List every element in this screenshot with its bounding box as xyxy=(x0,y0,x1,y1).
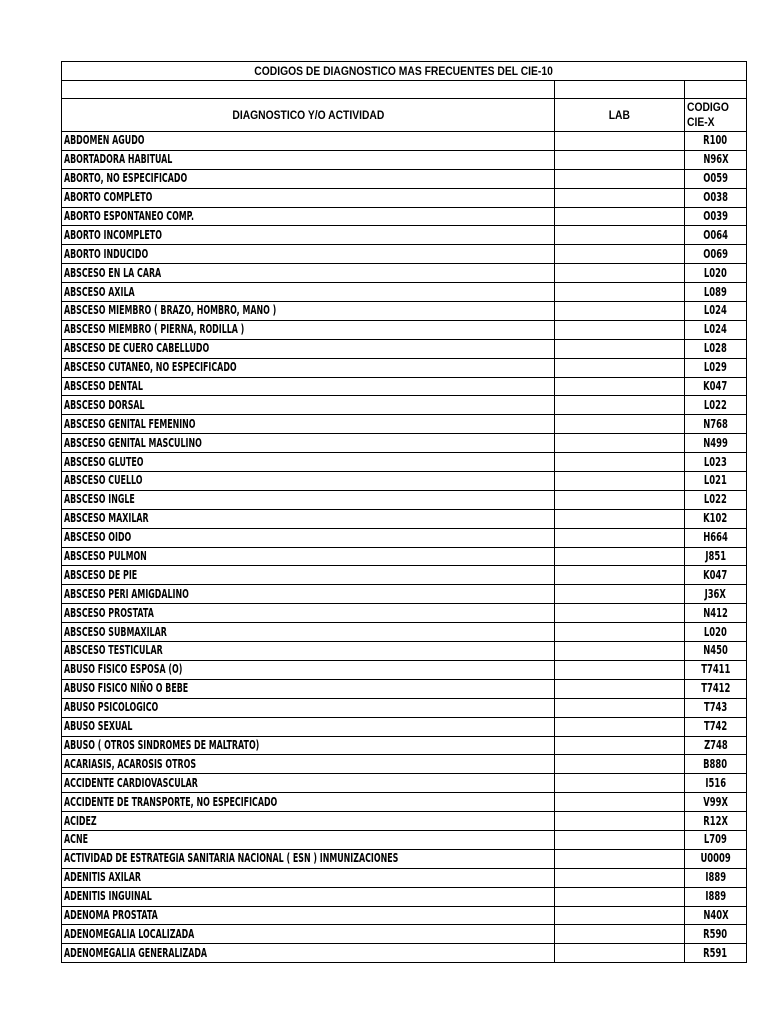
diagnosis-cell xyxy=(62,415,555,434)
diagnosis-cell xyxy=(62,396,555,415)
header-lab-cell xyxy=(555,99,685,132)
diagnosis-text: ABORTO COMPLETO xyxy=(64,190,153,205)
lab-cell xyxy=(555,623,685,642)
lab-cell xyxy=(555,642,685,661)
diagnosis-cell xyxy=(62,925,555,944)
diagnosis-text: ABORTO INDUCIDO xyxy=(64,246,149,261)
table-row xyxy=(62,188,747,207)
code-text: L709 xyxy=(704,832,727,847)
diagnosis-cell xyxy=(62,283,555,302)
diagnosis-text: ABSCESO PROSTATA xyxy=(64,605,154,620)
diagnosis-cell xyxy=(62,339,555,358)
diagnosis-cell xyxy=(62,320,555,339)
code-text: L021 xyxy=(704,473,727,488)
diagnosis-text: ABSCESO GLUTEO xyxy=(64,454,144,469)
code-text: R591 xyxy=(703,945,728,960)
table-row xyxy=(62,226,747,245)
code-text: I516 xyxy=(705,775,726,790)
code-text: O039 xyxy=(703,209,728,223)
diagnosis-cell xyxy=(62,944,555,963)
table-row xyxy=(62,944,747,963)
lab-cell xyxy=(555,264,685,283)
table-row xyxy=(62,528,747,547)
lab-cell xyxy=(555,453,685,472)
table-row xyxy=(62,812,747,831)
diagnosis-text: ABORTO INCOMPLETO xyxy=(64,227,162,242)
table-row xyxy=(62,547,747,566)
lab-cell xyxy=(555,585,685,604)
code-text: T742 xyxy=(703,719,728,734)
lab-cell xyxy=(555,339,685,358)
diagnosis-cell xyxy=(62,377,555,396)
diagnosis-text: ABSCESO OIDO xyxy=(64,530,132,545)
code-cell xyxy=(685,150,747,169)
diagnosis-text: ABUSO FISICO ESPOSA (O) xyxy=(64,662,183,677)
diagnosis-cell xyxy=(62,849,555,868)
lab-cell xyxy=(555,302,685,321)
table-row xyxy=(62,396,747,415)
diagnosis-cell xyxy=(62,812,555,831)
header-code-cell xyxy=(685,99,747,132)
table-row xyxy=(62,453,747,472)
lab-cell xyxy=(555,679,685,698)
diagnosis-text: ABSCESO DE CUERO CABELLUDO xyxy=(64,341,210,356)
code-text: O038 xyxy=(703,190,728,205)
code-text: K047 xyxy=(703,379,728,394)
code-text: N768 xyxy=(703,416,728,431)
diagnosis-cell xyxy=(62,755,555,774)
code-cell xyxy=(685,302,747,321)
diagnosis-text: ACIDEZ xyxy=(64,813,97,828)
diagnosis-text: ABSCESO DE PIE xyxy=(64,567,138,582)
table-row xyxy=(62,849,747,868)
lab-cell xyxy=(555,774,685,793)
table-row xyxy=(62,302,747,321)
diagnosis-text: ABUSO ( OTROS SINDROMES DE MALTRATO) xyxy=(64,737,260,752)
code-cell xyxy=(685,812,747,831)
table-row xyxy=(62,415,747,434)
table-row xyxy=(62,604,747,623)
code-cell xyxy=(685,264,747,283)
diagnosis-cell xyxy=(62,717,555,736)
code-text: N96X xyxy=(702,152,729,167)
code-text: I889 xyxy=(705,889,726,904)
code-cell xyxy=(685,339,747,358)
table-row xyxy=(62,339,747,358)
table-row xyxy=(62,132,747,151)
table-row xyxy=(62,755,747,774)
code-cell xyxy=(685,830,747,849)
code-text: L024 xyxy=(704,303,727,318)
diagnosis-cell xyxy=(62,736,555,755)
lab-cell xyxy=(555,358,685,377)
header-diagnosis: DIAGNOSTICO Y/O ACTIVIDAD xyxy=(232,108,384,122)
lab-cell xyxy=(555,320,685,339)
code-cell xyxy=(685,925,747,944)
diagnosis-cell xyxy=(62,566,555,585)
diagnosis-cell xyxy=(62,472,555,491)
code-cell xyxy=(685,623,747,642)
lab-cell xyxy=(555,944,685,963)
code-cell xyxy=(685,906,747,925)
diagnosis-text: ABSCESO PULMON xyxy=(64,549,147,564)
diagnosis-text: ACCIDENTE DE TRANSPORTE, NO ESPECIFICADO xyxy=(64,794,278,809)
lab-cell xyxy=(555,490,685,509)
table-row xyxy=(62,679,747,698)
lab-cell xyxy=(555,604,685,623)
code-text: N450 xyxy=(703,643,728,658)
code-cell xyxy=(685,736,747,755)
lab-cell xyxy=(555,150,685,169)
spacer-cell-diagnosis xyxy=(62,81,555,99)
code-cell xyxy=(685,283,747,302)
code-text: T7411 xyxy=(700,662,731,677)
table-row xyxy=(62,585,747,604)
diagnosis-text: ADENOMEGALIA LOCALIZADA xyxy=(64,926,195,941)
diagnosis-text: ADENITIS INGUINAL xyxy=(64,889,152,904)
diagnosis-cell xyxy=(62,642,555,661)
code-text: R12X xyxy=(703,813,728,828)
diagnosis-cell xyxy=(62,660,555,679)
lab-cell xyxy=(555,887,685,906)
diagnosis-cell xyxy=(62,358,555,377)
code-cell xyxy=(685,207,747,226)
diagnosis-cell xyxy=(62,774,555,793)
lab-cell xyxy=(555,396,685,415)
table-row xyxy=(62,774,747,793)
lab-cell xyxy=(555,830,685,849)
diagnosis-cell xyxy=(62,453,555,472)
code-cell xyxy=(685,453,747,472)
diagnosis-cell xyxy=(62,132,555,151)
diagnosis-text: ABSCESO MIEMBRO ( BRAZO, HOMBRO, MANO ) xyxy=(64,303,277,318)
diagnosis-cell xyxy=(62,302,555,321)
code-cell xyxy=(685,434,747,453)
header-code-line2: CIE-X xyxy=(687,115,715,129)
diagnosis-codes-table xyxy=(61,61,747,963)
diagnosis-cell xyxy=(62,623,555,642)
code-text: K102 xyxy=(703,511,728,526)
code-text: O059 xyxy=(703,171,728,186)
diagnosis-text: ADENITIS AXILAR xyxy=(64,870,141,885)
code-cell xyxy=(685,132,747,151)
code-cell xyxy=(685,509,747,528)
diagnosis-cell xyxy=(62,245,555,264)
lab-cell xyxy=(555,793,685,812)
code-cell xyxy=(685,642,747,661)
diagnosis-text: ACCIDENTE CARDIOVASCULAR xyxy=(64,775,198,790)
lab-cell xyxy=(555,226,685,245)
diagnosis-cell xyxy=(62,868,555,887)
table-row xyxy=(62,736,747,755)
code-cell xyxy=(685,566,747,585)
diagnosis-text: ABSCESO PERI AMIGDALINO xyxy=(64,586,189,601)
lab-cell xyxy=(555,698,685,717)
code-text: J36X xyxy=(704,586,727,601)
table-row xyxy=(62,377,747,396)
spacer-cell-code xyxy=(685,81,747,99)
lab-cell xyxy=(555,377,685,396)
table-row xyxy=(62,358,747,377)
code-cell xyxy=(685,415,747,434)
code-text: L029 xyxy=(704,360,727,375)
code-text: N412 xyxy=(703,605,728,620)
diagnosis-cell xyxy=(62,585,555,604)
diagnosis-text: ABSCESO TESTICULAR xyxy=(64,643,163,658)
table-row xyxy=(62,698,747,717)
diagnosis-cell xyxy=(62,698,555,717)
table-row xyxy=(62,264,747,283)
code-text: J851 xyxy=(705,549,726,564)
header-diagnosis-cell xyxy=(62,99,555,132)
table-row xyxy=(62,509,747,528)
code-cell xyxy=(685,679,747,698)
lab-cell xyxy=(555,132,685,151)
table-row xyxy=(62,472,747,491)
spacer-cell-lab xyxy=(555,81,685,99)
diagnosis-text: ABORTADORA HABITUAL xyxy=(64,152,173,167)
header-lab: LAB xyxy=(608,108,631,122)
diagnosis-cell xyxy=(62,169,555,188)
code-text: L024 xyxy=(704,322,727,337)
diagnosis-cell xyxy=(62,528,555,547)
code-text: L020 xyxy=(704,624,727,639)
diagnosis-text: ABORTO, NO ESPECIFICADO xyxy=(64,171,188,186)
code-cell xyxy=(685,396,747,415)
code-cell xyxy=(685,377,747,396)
diagnosis-text: ABSCESO GENITAL FEMENINO xyxy=(64,416,196,431)
code-cell xyxy=(685,604,747,623)
lab-cell xyxy=(555,245,685,264)
lab-cell xyxy=(555,660,685,679)
diagnosis-cell xyxy=(62,188,555,207)
lab-cell xyxy=(555,415,685,434)
code-text: L089 xyxy=(704,284,727,299)
code-text: O064 xyxy=(703,227,728,242)
code-cell xyxy=(685,169,747,188)
diagnosis-cell xyxy=(62,490,555,509)
table-row xyxy=(62,887,747,906)
table-title: CODIGOS DE DIAGNOSTICO MAS FRECUENTES DEL CIE-10 xyxy=(254,63,554,78)
diagnosis-cell xyxy=(62,887,555,906)
diagnosis-text: ABSCESO CUELLO xyxy=(64,473,143,488)
code-cell xyxy=(685,472,747,491)
code-cell xyxy=(685,774,747,793)
header-row xyxy=(62,99,747,132)
diagnosis-text: ABSCESO SUBMAXILAR xyxy=(64,624,167,639)
table-row xyxy=(62,868,747,887)
code-text: O069 xyxy=(703,246,728,261)
code-text: L022 xyxy=(704,492,727,507)
diagnosis-cell xyxy=(62,264,555,283)
table-row xyxy=(62,490,747,509)
diagnosis-cell xyxy=(62,604,555,623)
code-cell xyxy=(685,660,747,679)
code-cell xyxy=(685,793,747,812)
code-text: I889 xyxy=(705,870,726,885)
code-text: R590 xyxy=(703,926,728,941)
code-text: L023 xyxy=(704,454,727,469)
diagnosis-text: ACTIVIDAD DE ESTRATEGIA SANITARIA NACIONAL ( ESN ) INMUNIZACIONES xyxy=(64,851,399,866)
diagnosis-text: ABSCESO MAXILAR xyxy=(64,511,149,526)
diagnosis-text: ABSCESO GENITAL MASCULINO xyxy=(64,435,202,450)
code-cell xyxy=(685,585,747,604)
table-row xyxy=(62,660,747,679)
diagnosis-cell xyxy=(62,150,555,169)
lab-cell xyxy=(555,868,685,887)
diagnosis-cell xyxy=(62,434,555,453)
lab-cell xyxy=(555,849,685,868)
lab-cell xyxy=(555,283,685,302)
code-cell xyxy=(685,528,747,547)
code-text: L028 xyxy=(704,341,727,356)
table-row xyxy=(62,566,747,585)
diagnosis-cell xyxy=(62,226,555,245)
title-row xyxy=(62,62,747,81)
diagnosis-text: ACNE xyxy=(64,832,88,847)
diagnosis-text: ACARIASIS, ACAROSIS OTROS xyxy=(64,756,197,771)
code-text: V99X xyxy=(703,794,728,809)
lab-cell xyxy=(555,755,685,774)
table-row xyxy=(62,283,747,302)
table-row xyxy=(62,207,747,226)
code-cell xyxy=(685,868,747,887)
code-text: K047 xyxy=(703,567,728,582)
table-row xyxy=(62,623,747,642)
code-cell xyxy=(685,188,747,207)
diagnosis-text: ABSCESO INGLE xyxy=(64,492,135,507)
diagnosis-cell xyxy=(62,509,555,528)
diagnosis-text: ABSCESO CUTANEO, NO ESPECIFICADO xyxy=(64,360,237,375)
code-text: T7412 xyxy=(700,681,731,696)
lab-cell xyxy=(555,188,685,207)
code-text: L022 xyxy=(704,397,727,412)
code-text: T743 xyxy=(703,700,728,715)
diagnosis-text: ABSCESO AXILA xyxy=(64,284,135,299)
diagnosis-cell xyxy=(62,547,555,566)
lab-cell xyxy=(555,566,685,585)
table-row xyxy=(62,245,747,264)
table-title-cell xyxy=(62,62,747,81)
lab-cell xyxy=(555,434,685,453)
code-text: Z748 xyxy=(703,737,728,752)
diagnosis-text: ABUSO SEXUAL xyxy=(64,719,133,734)
code-cell xyxy=(685,755,747,774)
diagnosis-cell xyxy=(62,793,555,812)
code-text: N40X xyxy=(702,907,729,922)
diagnosis-text: ABUSO PSICOLOGICO xyxy=(64,700,159,715)
lab-cell xyxy=(555,717,685,736)
diagnosis-text: ABSCESO DENTAL xyxy=(64,379,143,394)
diagnosis-cell xyxy=(62,830,555,849)
table-row xyxy=(62,793,747,812)
diagnosis-text: ABUSO FISICO NIÑO O BEBE xyxy=(64,681,189,696)
table-row xyxy=(62,830,747,849)
code-cell xyxy=(685,320,747,339)
code-cell xyxy=(685,849,747,868)
table-row xyxy=(62,169,747,188)
code-cell xyxy=(685,698,747,717)
code-text: H664 xyxy=(703,530,728,545)
code-cell xyxy=(685,358,747,377)
spacer-row xyxy=(62,81,747,99)
diagnosis-text: ADENOMEGALIA GENERALIZADA xyxy=(64,945,208,960)
lab-cell xyxy=(555,207,685,226)
code-cell xyxy=(685,944,747,963)
table-row xyxy=(62,925,747,944)
lab-cell xyxy=(555,547,685,566)
code-cell xyxy=(685,245,747,264)
lab-cell xyxy=(555,812,685,831)
diagnosis-text: ABSCESO EN LA CARA xyxy=(64,265,162,280)
table-row xyxy=(62,320,747,339)
code-cell xyxy=(685,547,747,566)
header-code-line1: CODIGO xyxy=(687,100,729,114)
table-row xyxy=(62,150,747,169)
code-text: U0009 xyxy=(700,851,731,866)
diagnosis-text: ABDOMEN AGUDO xyxy=(64,133,145,148)
code-cell xyxy=(685,717,747,736)
code-text: L020 xyxy=(704,265,727,280)
lab-cell xyxy=(555,925,685,944)
diagnosis-text: ABORTO ESPONTANEO COMP. xyxy=(64,209,195,223)
diagnosis-cell xyxy=(62,679,555,698)
lab-cell xyxy=(555,736,685,755)
lab-cell xyxy=(555,472,685,491)
diagnosis-text: ADENOMA PROSTATA xyxy=(64,907,158,922)
table-row xyxy=(62,906,747,925)
code-text: B880 xyxy=(703,756,728,771)
code-text: R100 xyxy=(703,133,728,148)
table-row xyxy=(62,434,747,453)
table-row xyxy=(62,642,747,661)
lab-cell xyxy=(555,528,685,547)
diagnosis-text: ABSCESO MIEMBRO ( PIERNA, RODILLA ) xyxy=(64,322,245,337)
diagnosis-cell xyxy=(62,207,555,226)
diagnosis-cell xyxy=(62,906,555,925)
table-row xyxy=(62,717,747,736)
code-cell xyxy=(685,226,747,245)
diagnosis-text: ABSCESO DORSAL xyxy=(64,397,145,412)
code-cell xyxy=(685,490,747,509)
code-text: N499 xyxy=(703,435,728,450)
lab-cell xyxy=(555,906,685,925)
code-cell xyxy=(685,887,747,906)
lab-cell xyxy=(555,509,685,528)
lab-cell xyxy=(555,169,685,188)
